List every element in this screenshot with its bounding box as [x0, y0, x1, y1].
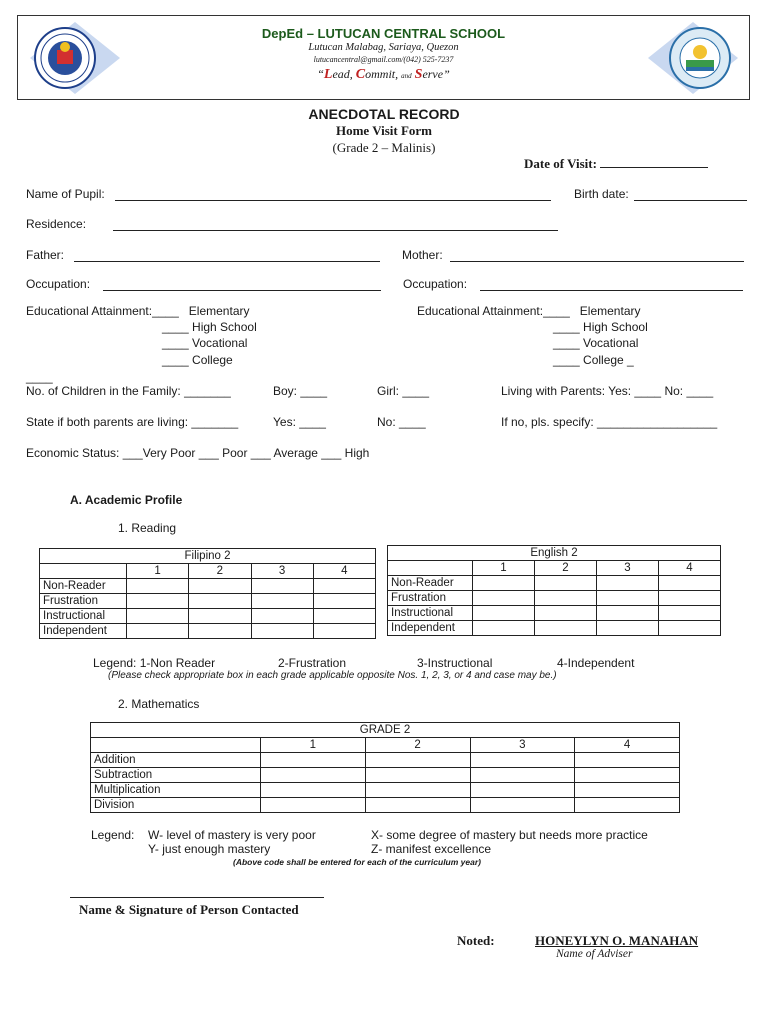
table-corner [91, 738, 261, 753]
edu-left-label: Educational Attainment:____ Elementary [26, 304, 250, 318]
signature-line[interactable] [70, 897, 324, 898]
name-of-pupil-field[interactable] [115, 186, 551, 201]
check-cell[interactable] [535, 576, 597, 591]
check-cell[interactable] [189, 579, 251, 594]
school-motto: “Lead, Commit, and Serve” [317, 67, 450, 82]
birth-date-field[interactable] [634, 186, 747, 201]
check-cell[interactable] [575, 783, 680, 798]
check-cell[interactable] [473, 606, 535, 621]
check-cell[interactable] [659, 606, 721, 621]
check-cell[interactable] [597, 576, 659, 591]
parents-yes-field[interactable]: Yes: ____ [273, 415, 326, 429]
row-label: Subtraction [91, 768, 261, 783]
reading-legend-2: 2-Frustration [278, 656, 347, 670]
check-cell[interactable] [251, 579, 313, 594]
check-cell[interactable] [251, 594, 313, 609]
academic-profile-heading: A. Academic Profile [70, 493, 183, 507]
form-grade: (Grade 2 – Malinis) [332, 140, 436, 155]
filipino-reading-table [39, 548, 376, 639]
filipino-table-title: Filipino 2 [40, 549, 376, 564]
check-cell[interactable] [251, 609, 313, 624]
check-cell[interactable] [365, 783, 470, 798]
check-cell[interactable] [127, 624, 189, 639]
check-cell[interactable] [313, 594, 375, 609]
check-cell[interactable] [659, 576, 721, 591]
mathematics-table [90, 722, 680, 813]
check-cell[interactable] [313, 579, 375, 594]
check-cell[interactable] [189, 609, 251, 624]
mother-label: Mother: [402, 248, 443, 262]
check-cell[interactable] [659, 621, 721, 636]
children-count-field[interactable]: No. of Children in the Family: _______ [26, 384, 231, 398]
boy-count-field[interactable]: Boy: ____ [273, 384, 328, 398]
check-cell[interactable] [659, 591, 721, 606]
living-with-parents-field[interactable]: Living with Parents: Yes: ____ No: ____ [501, 384, 714, 398]
column-header: 4 [575, 738, 680, 753]
check-cell[interactable] [127, 609, 189, 624]
edu-right-vocational[interactable]: ____ Vocational [553, 336, 639, 350]
column-header: 3 [470, 738, 575, 753]
form-title: ANECDOTAL RECORD [308, 106, 460, 122]
check-cell[interactable] [261, 753, 366, 768]
economic-status-field[interactable]: Economic Status: ___Very Poor ___ Poor ___ Average ___ High [26, 446, 370, 460]
column-header: 2 [535, 561, 597, 576]
check-cell[interactable] [251, 624, 313, 639]
math-legend-w: W- level of mastery is very poor [148, 828, 316, 842]
check-cell[interactable] [261, 768, 366, 783]
school-contact: lutucancentral@gmail.com/(042) 525-7237 [313, 55, 454, 64]
letterhead [17, 15, 750, 100]
math-table-title: GRADE 2 [91, 723, 680, 738]
row-label: Non-Reader [388, 576, 473, 591]
school-name: DepEd – LUTUCAN CENTRAL SCHOOL [261, 26, 506, 41]
column-header: 1 [127, 564, 189, 579]
check-cell[interactable] [365, 798, 470, 813]
row-label: Independent [40, 624, 127, 639]
check-cell[interactable] [261, 783, 366, 798]
person-contacted-label: Name & Signature of Person Contacted [79, 902, 299, 917]
birth-date-label: Birth date: [574, 187, 629, 201]
math-legend-z: Z- manifest excellence [371, 842, 492, 856]
edu-right-label: Educational Attainment:____ Elementary [417, 304, 641, 318]
column-header: 1 [261, 738, 366, 753]
check-cell[interactable] [575, 753, 680, 768]
school-address: Lutucan Malabag, Sariaya, Quezon [308, 42, 459, 53]
check-cell[interactable] [535, 606, 597, 621]
check-cell[interactable] [470, 753, 575, 768]
check-cell[interactable] [313, 609, 375, 624]
reading-legend-1: Legend: 1-Non Reader [93, 656, 216, 670]
check-cell[interactable] [127, 579, 189, 594]
check-cell[interactable] [575, 768, 680, 783]
check-cell[interactable] [127, 594, 189, 609]
occupation-right-field[interactable] [480, 276, 743, 291]
row-label: Independent [388, 621, 473, 636]
math-legend-label: Legend: [91, 828, 135, 842]
column-header: 2 [365, 738, 470, 753]
check-cell[interactable] [473, 591, 535, 606]
reading-note: (Please check appropriate box in each grade applicable opposite Nos. 1, 2, 3, or 4 and case may be.) [108, 670, 557, 681]
check-cell[interactable] [365, 768, 470, 783]
check-cell[interactable] [597, 621, 659, 636]
column-header: 4 [313, 564, 375, 579]
mathematics-heading: 2. Mathematics [118, 697, 200, 711]
math-legend-x: X- some degree of mastery but needs more practice [371, 828, 648, 842]
father-field[interactable] [74, 247, 380, 262]
name-of-pupil-label: Name of Pupil: [26, 187, 105, 201]
check-cell[interactable] [575, 798, 680, 813]
column-header: 4 [659, 561, 721, 576]
residence-field[interactable] [113, 216, 558, 231]
reading-legend-4: 4-Independent [557, 656, 635, 670]
residence-label: Residence: [26, 217, 87, 231]
check-cell[interactable] [365, 753, 470, 768]
column-header: 1 [473, 561, 535, 576]
check-cell[interactable] [470, 798, 575, 813]
row-label: Non-Reader [40, 579, 127, 594]
noted-label: Noted: [457, 933, 495, 948]
english-reading-table [387, 545, 721, 636]
check-cell[interactable] [189, 624, 251, 639]
check-cell[interactable] [535, 591, 597, 606]
if-no-specify-field[interactable]: If no, pls. specify: __________________ [501, 415, 718, 429]
math-legend-y: Y- just enough mastery [148, 842, 271, 856]
check-cell[interactable] [189, 594, 251, 609]
math-legend-note: (Above code shall be entered for each of the curriculum year) [233, 857, 481, 867]
edu-left-college[interactable]: ____ College [162, 353, 233, 367]
father-label: Father: [26, 248, 65, 262]
column-header: 3 [597, 561, 659, 576]
table-corner [388, 561, 473, 576]
check-cell[interactable] [470, 768, 575, 783]
row-label: Frustration [388, 591, 473, 606]
check-cell[interactable] [313, 624, 375, 639]
row-label: Instructional [388, 606, 473, 621]
column-header: 3 [251, 564, 313, 579]
reading-heading: 1. Reading [118, 521, 177, 535]
stray-blank: ____ [26, 370, 53, 384]
form-subtitle: Home Visit Form [335, 123, 433, 138]
occupation-left-label: Occupation: [26, 277, 91, 291]
adviser-name: HONEYLYN O. MANAHAN [535, 933, 699, 948]
edu-right-college[interactable]: ____ College _ [553, 353, 634, 367]
occupation-left-field[interactable] [103, 276, 381, 291]
row-label: Multiplication [91, 783, 261, 798]
check-cell[interactable] [535, 621, 597, 636]
occupation-right-label: Occupation: [403, 277, 468, 291]
table-corner [40, 564, 127, 579]
date-of-visit-label: Date of Visit: [524, 156, 708, 172]
row-label: Addition [91, 753, 261, 768]
check-cell[interactable] [597, 606, 659, 621]
english-table-title: English 2 [388, 546, 721, 561]
mother-field[interactable] [450, 247, 744, 262]
check-cell[interactable] [470, 783, 575, 798]
parents-living-field[interactable]: State if both parents are living: _______ [26, 415, 239, 429]
edu-left-high-school[interactable]: ____ High School [162, 320, 257, 334]
check-cell[interactable] [473, 621, 535, 636]
row-label: Instructional [40, 609, 127, 624]
row-label: Frustration [40, 594, 127, 609]
column-header: 2 [189, 564, 251, 579]
check-cell[interactable] [261, 798, 366, 813]
check-cell[interactable] [473, 576, 535, 591]
adviser-role: Name of Adviser [556, 948, 633, 960]
edu-left-vocational[interactable]: ____ Vocational [162, 336, 248, 350]
edu-right-high-school[interactable]: ____ High School [553, 320, 648, 334]
parents-no-field[interactable]: No: ____ [377, 415, 426, 429]
row-label: Division [91, 798, 261, 813]
girl-count-field[interactable]: Girl: ____ [377, 384, 430, 398]
reading-legend-3: 3-Instructional [417, 656, 493, 670]
check-cell[interactable] [597, 591, 659, 606]
